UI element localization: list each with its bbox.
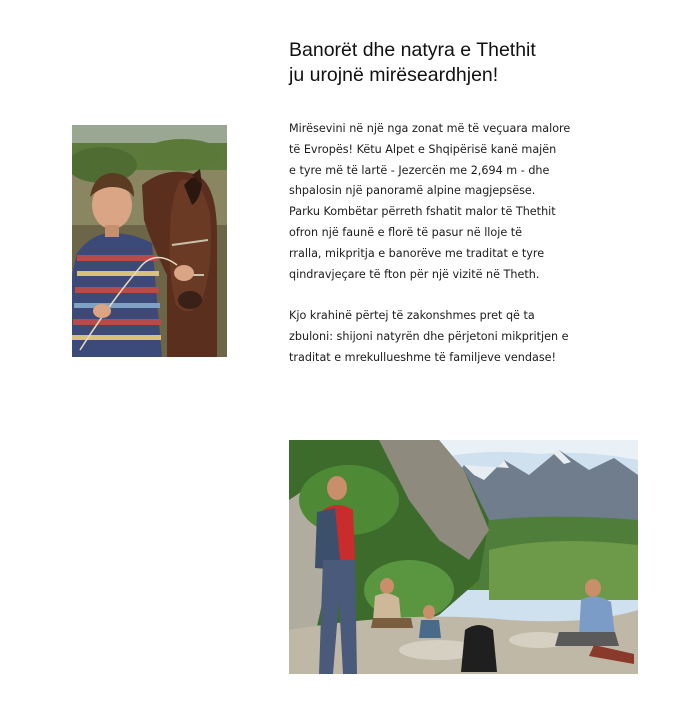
text-line: e tyre më të lartë - Jezercën me 2,694 m - dhe (289, 163, 550, 177)
photo-boy-with-horse (72, 125, 227, 357)
intro-paragraph-1 (289, 119, 629, 285)
text-line: Kjo krahinë përtej të zakonshmes pret që ta (289, 309, 535, 323)
text-line: të Evropës! Këtu Alpet e Shqipërisë kanë majën (289, 142, 557, 156)
intro-text (289, 119, 629, 369)
text-line: Parku Kombëtar përreth fshatit malor të Thethit (289, 205, 556, 219)
text-line: qindravjeçare të fton për një vizitë në Theth. (289, 267, 540, 281)
photo-hikers-in-valley (289, 440, 638, 674)
page-title (289, 38, 649, 88)
intro-paragraph-2 (289, 306, 629, 368)
text-line: zbuloni: shijoni natyrën dhe përjetoni mikpritjen e (289, 329, 569, 343)
text-line: Mirësevini në një nga zonat më të veçuara malore (289, 122, 571, 135)
text-line: rralla, mikpritja e banorëve me traditat e tyre (289, 246, 545, 260)
title-line-2: ju urojnë mirëseardhjen! (289, 64, 499, 86)
paragraph-gap (289, 285, 629, 306)
text-line: ofron një faunë e florë të pasur në lloje të (289, 225, 523, 239)
text-line: shpalosin një panoramë alpine magjepsëse. (289, 184, 536, 198)
text-line: traditat e mrekullueshme të familjeve vendase! (289, 350, 557, 364)
title-line-1: Banorët dhe natyra e Thethit (289, 39, 536, 61)
